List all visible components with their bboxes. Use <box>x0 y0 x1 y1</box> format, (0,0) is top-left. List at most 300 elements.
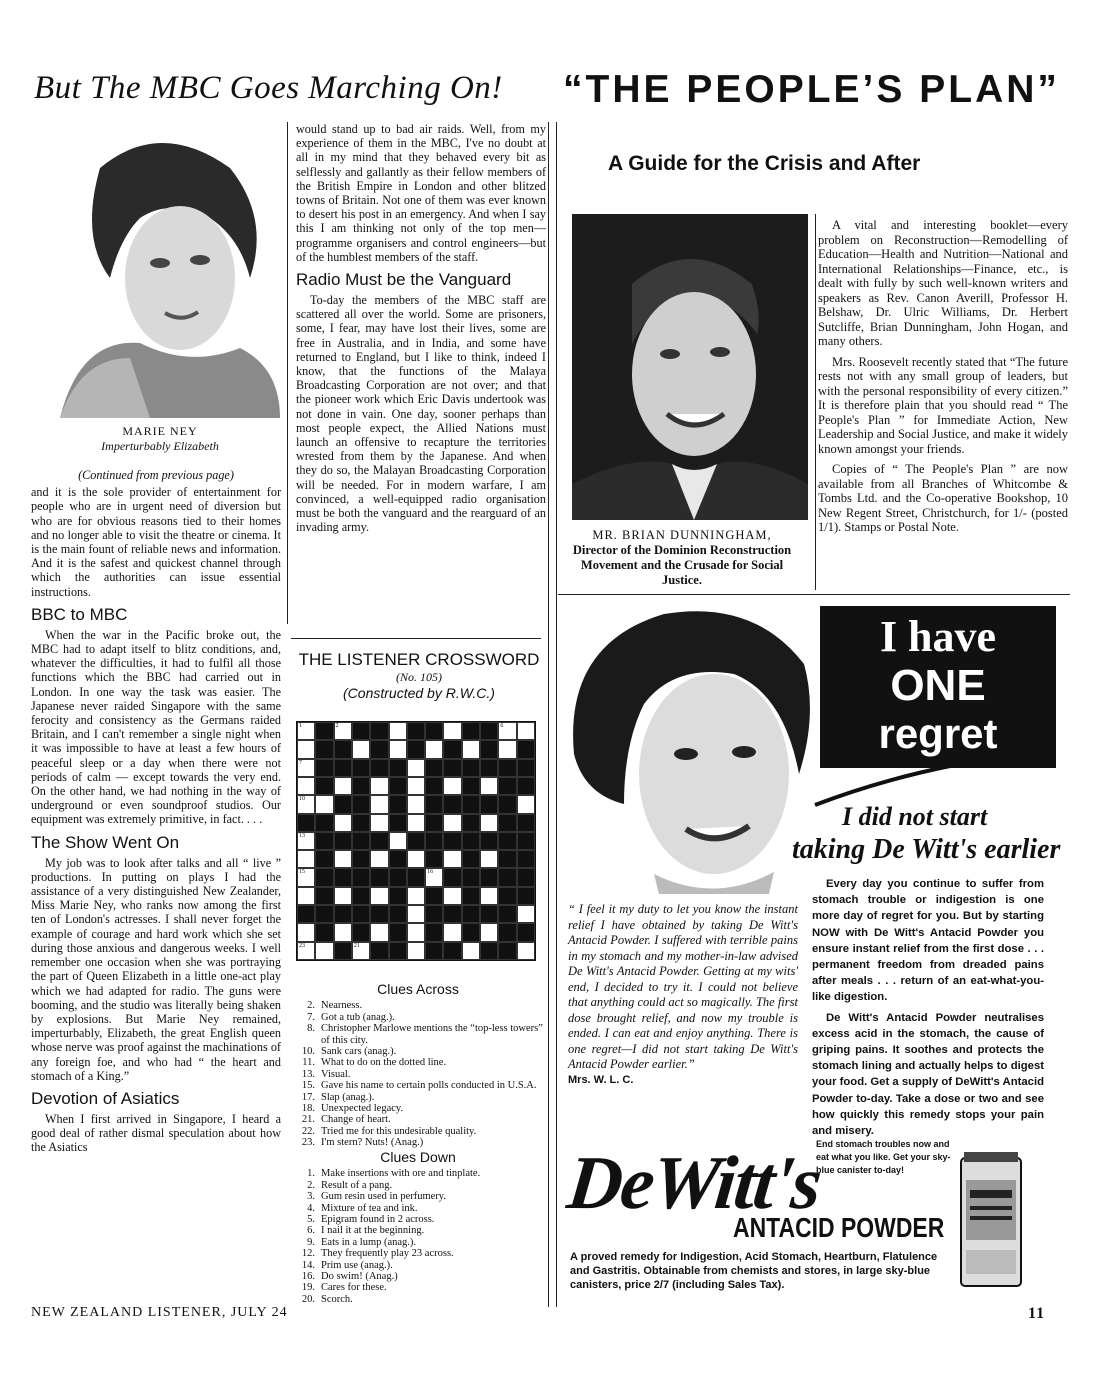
crossword-constructor: (Constructed by R.W.C.) <box>343 685 495 701</box>
section-heading-bbc-to-mbc: BBC to MBC <box>31 604 128 624</box>
clue-text: I nail it at the beginning. <box>321 1225 425 1237</box>
woman-photo <box>564 604 818 894</box>
crossword-black-cell <box>334 832 352 850</box>
section-heading-show-went-on: The Show Went On <box>31 832 180 852</box>
crossword-black-cell <box>498 942 516 960</box>
crossword-black-cell <box>498 923 516 941</box>
product-name: ANTACID POWDER <box>733 1212 945 1243</box>
clue-text: Do swim! (Anag.) <box>321 1271 398 1283</box>
clue-number: 7. <box>307 1011 315 1023</box>
clue-across-item <box>293 1080 543 1091</box>
crossword-black-cell <box>462 832 480 850</box>
crossword-black-cell <box>315 722 333 740</box>
crossword-black-cell <box>334 942 352 960</box>
clue-number: 15. <box>301 1080 315 1092</box>
clue-number: 5. <box>307 1214 315 1226</box>
crossword-black-cell <box>352 722 370 740</box>
crossword-black-cell <box>315 905 333 923</box>
crossword-black-cell <box>443 795 461 813</box>
crossword-cell[interactable] <box>297 850 315 868</box>
crossword-cell[interactable] <box>334 777 352 795</box>
crossword-black-cell <box>498 832 516 850</box>
crossword-black-cell <box>352 905 370 923</box>
crossword-black-cell <box>462 850 480 868</box>
clue-down-item <box>293 1180 543 1191</box>
crossword-black-cell <box>498 868 516 886</box>
crossword-black-cell <box>517 868 535 886</box>
crossword-cell[interactable] <box>407 923 425 941</box>
canister-icon <box>958 1150 1024 1290</box>
crossword-black-cell <box>425 850 443 868</box>
clue-text: Gum resin used in perfumery. <box>321 1191 446 1203</box>
crossword-black-cell <box>315 759 333 777</box>
crossword-cell[interactable] <box>443 777 461 795</box>
crossword-black-cell <box>517 923 535 941</box>
crossword-black-cell <box>407 832 425 850</box>
crossword-cell[interactable] <box>480 777 498 795</box>
col1-para-1: and it is the sole provider of entertainment for people who are in urgent need of diversion but who are for obvious reasons tied to their homes and no longer able to visit the theatre or cinema. It is the main fount of reliable news and information. And it is the safest and quickest channel through which the authorities can issue essential instructions. <box>31 485 281 599</box>
crossword-black-cell <box>480 832 498 850</box>
crossword-cell[interactable] <box>352 942 370 960</box>
crossword-cell[interactable] <box>443 850 461 868</box>
crossword-cell-number: 15 <box>299 869 305 876</box>
crossword-cell[interactable] <box>443 923 461 941</box>
crossword-cell[interactable] <box>480 887 498 905</box>
crossword-black-cell <box>425 887 443 905</box>
crossword-cell[interactable] <box>407 905 425 923</box>
crossword-black-cell <box>462 722 480 740</box>
clue-number: 13. <box>301 1068 315 1080</box>
crossword-cell[interactable] <box>297 777 315 795</box>
clue-number: 2. <box>307 1179 315 1191</box>
crossword-cell[interactable] <box>297 942 315 960</box>
crossword-cell[interactable] <box>443 887 461 905</box>
clue-number: 12. <box>301 1248 315 1260</box>
crossword-cell-number: 16 <box>427 869 434 876</box>
crossword-black-cell <box>480 759 498 777</box>
crossword-cell-number: 13 <box>299 832 305 839</box>
clue-number: 1. <box>307 1168 315 1180</box>
crossword-black-cell <box>498 795 516 813</box>
section-heading-vanguard: Radio Must be the Vanguard <box>296 270 512 290</box>
col2-para-2: To-day the members of the MBC staff are scattered all over the world. Some are prisoners, some, I fear, may have lost their lives, some are free in Australia, and in India, and some have returned to England, but I like to think, indeed I know, that the functions of the Malaya Broadcasting Corporation are not over; and that the pioneer work which Eric Davis undertook was not done in vain. One day, sooner perhaps than most people expect, the Allied Nations must launch an offensive to recapture the territories wrested from them by the Japanese. And when they do so, the Malayan Broadcasting Corporation will be needed. For in modern warfare, I am convinced, a well-equipped radio organisation must be both the vanguard and the rearguard of an invading army. <box>296 293 546 535</box>
clue-number: 19. <box>301 1282 315 1294</box>
crossword-cell[interactable] <box>425 740 443 758</box>
clue-text: Epigram found in 2 across. <box>321 1214 435 1226</box>
crossword-black-cell <box>334 740 352 758</box>
crossword-cell[interactable] <box>480 923 498 941</box>
crossword-black-cell <box>462 905 480 923</box>
crossword-cell[interactable] <box>407 942 425 960</box>
clue-down-item <box>293 1168 543 1179</box>
crossword-cell[interactable] <box>334 887 352 905</box>
crossword-black-cell <box>389 759 407 777</box>
clue-number: 18. <box>301 1103 315 1115</box>
right-headline: “THE PEOPLE’S PLAN” <box>563 68 1060 111</box>
clue-text: Eats in a lump (anag.). <box>321 1236 417 1248</box>
testimonial-signature: Mrs. W. L. C. <box>568 1073 634 1086</box>
col2-para-1: would stand up to bad air raids. Well, from my experience of them in the MBC, I've no doubt at all in my mind that they behaved every bit as selflessly and gallantly as their fellow members of the British Empire in London and other blitzed towns of Britain. Not one of them was ever known to desert his post in an emergency. And when I say this I am thinking not only of the top men—programme organisers and control engineers—but of the humblest members of the staff. <box>296 122 546 264</box>
clue-down-item <box>293 1203 543 1214</box>
clue-number: 23. <box>301 1137 315 1149</box>
clue-text: Gave his name to certain polls conducted in U.S.A. <box>321 1080 537 1092</box>
clue-down-item <box>293 1225 543 1236</box>
column-1 <box>31 468 281 1157</box>
crossword-cell[interactable] <box>462 942 480 960</box>
crossword-black-cell <box>352 759 370 777</box>
crossword-black-cell <box>425 777 443 795</box>
crossword-black-cell <box>425 759 443 777</box>
clue-down-item <box>293 1271 543 1282</box>
clue-down-item <box>293 1260 543 1271</box>
crossword-cell[interactable] <box>462 740 480 758</box>
crossword-black-cell <box>389 887 407 905</box>
crossword-black-cell <box>389 923 407 941</box>
crossword-black-cell <box>498 905 516 923</box>
crossword-black-cell <box>389 814 407 832</box>
clue-text: They frequently play 23 across. <box>321 1248 454 1260</box>
crossword-black-cell <box>370 905 388 923</box>
clue-text: Cares for these. <box>321 1282 387 1294</box>
crossword-black-cell <box>370 722 388 740</box>
crossword-black-cell <box>462 887 480 905</box>
crossword-black-cell <box>334 759 352 777</box>
crossword-cell[interactable] <box>480 814 498 832</box>
clue-across-item <box>293 1103 543 1114</box>
clue-text: Visual. <box>321 1068 351 1080</box>
crossword-black-cell <box>315 868 333 886</box>
clue-text: Slap (anag.). <box>321 1091 375 1103</box>
crossword-cell[interactable] <box>315 942 333 960</box>
crossword-cell[interactable] <box>443 722 461 740</box>
crossword-cell[interactable] <box>480 850 498 868</box>
clue-number: 16. <box>301 1271 315 1283</box>
clue-down-item <box>293 1191 543 1202</box>
clue-text: What to do on the dotted line. <box>321 1057 447 1069</box>
crossword-cell[interactable] <box>297 722 315 740</box>
testimonial <box>568 902 798 1088</box>
crossword-black-cell <box>425 795 443 813</box>
clue-number: 3. <box>307 1191 315 1203</box>
crossword-black-cell <box>297 814 315 832</box>
crossword-grid[interactable] <box>296 721 536 961</box>
clue-text: Prim use (anag.). <box>321 1259 393 1271</box>
crossword-cell[interactable] <box>370 777 388 795</box>
crossword-cell[interactable] <box>517 905 535 923</box>
one-regret-banner <box>820 606 1056 768</box>
crossword-black-cell <box>462 795 480 813</box>
banner-line-1: I have <box>879 612 997 661</box>
clue-number: 9. <box>307 1236 315 1248</box>
crossword-cell-number: 2 <box>335 723 339 729</box>
clue-text: Sank cars (anag.). <box>321 1046 397 1058</box>
clue-down-item <box>293 1248 543 1259</box>
crossword-black-cell <box>315 777 333 795</box>
crossword-black-cell <box>389 905 407 923</box>
clue-text: Christopher Marlowe mentions the “top-less towers” of this city. <box>321 1023 543 1046</box>
clue-across-item <box>293 1046 543 1057</box>
crossword-black-cell <box>462 868 480 886</box>
crossword-cell[interactable] <box>498 740 516 758</box>
col1-para-3: My job was to look after talks and all “ live ” productions. In putting on plays I had the assistance of a very distinguished New Zealander, Miss Marie Ney, who ranks now among the first ten of London's actresses. I shall never forget the example of courage and hard work which she set during those anxious and dangerous weeks. I well remember one occasion when she was portraying the part of Queen Elizabeth in a little one-act play which we had adapted for radio. The guns were booming, and the studio was literally being shaken by explosions. But Marie Ney remained, imperturbably, Elizabeth, the great English queen whose nerve was proof against the machinations of any foreign foe, and who had “ the heart and stomach of a King.” <box>31 855 281 1083</box>
clue-number: 22. <box>301 1125 315 1137</box>
crossword-cell[interactable] <box>370 850 388 868</box>
clue-across-item <box>293 1012 543 1023</box>
ad-body-para-2: De Witt's Antacid Powder neutralises excess acid in the stomach, the cause of griping pains. It soothes and protects the stomach lining and actually helps to digest your food. Get a supply of DeWitt's Antacid Powder to-day. Take a dose or two and see how quickly this remedy stops your pain and misery. <box>812 1011 1044 1138</box>
crossword-black-cell <box>462 814 480 832</box>
crossword-black-cell <box>315 814 333 832</box>
crossword-black-cell <box>443 868 461 886</box>
crossword-black-cell <box>425 814 443 832</box>
section-heading-devotion: Devotion of Asiatics <box>31 1088 180 1108</box>
clue-text: I'm stern? Nuts! (Anag.) <box>321 1137 424 1149</box>
crossword-black-cell <box>370 942 388 960</box>
crossword-black-cell <box>425 942 443 960</box>
crossword-black-cell <box>480 942 498 960</box>
crossword-black-cell <box>498 759 516 777</box>
clue-across-item <box>293 1000 543 1011</box>
clue-number: 4. <box>307 1202 315 1214</box>
crossword-black-cell <box>517 832 535 850</box>
crossword-black-cell <box>315 850 333 868</box>
crossword-black-cell <box>352 850 370 868</box>
left-headline: But The MBC Goes Marching On! <box>34 70 503 106</box>
crossword-black-cell <box>480 722 498 740</box>
crossword-black-cell <box>517 777 535 795</box>
crossword-black-cell <box>443 740 461 758</box>
crossword-black-cell <box>425 722 443 740</box>
crossword-cell[interactable] <box>297 887 315 905</box>
peoples-plan-text <box>818 218 1068 537</box>
crossword-black-cell <box>517 850 535 868</box>
crossword-black-cell <box>407 722 425 740</box>
column-2 <box>296 122 546 536</box>
clue-text: Got a tub (anag.). <box>321 1011 395 1023</box>
col1-para-2: When the war in the Pacific broke out, the MBC had to adapt itself to blitz conditions, and, whatever the difficulties, it had to fulfil all those functions which the BBC had carried out in London. In one way the task was easier. The Japanese never raided Singapore with the same ferocity and consistency as the Germans raided Britain, and I can't remember a single night when it was impossible to have at least a few hours of peaceful sleep or a day when there were not periods of calm — except towards the very end. On the other hand, we had nothing in the way of underground or even soundproof studios. Our equipment was extremely primitive, in fact. . . . <box>31 627 281 827</box>
clue-text: Nearness. <box>321 1000 363 1012</box>
crossword-cell-number: 1 <box>299 723 302 729</box>
crossword-black-cell <box>297 905 315 923</box>
clue-text: Mixture of tea and ink. <box>321 1202 418 1214</box>
crossword-cell[interactable] <box>425 868 443 886</box>
crossword-cell[interactable] <box>389 832 407 850</box>
crossword-cell[interactable] <box>407 850 425 868</box>
clue-across-item <box>293 1069 543 1080</box>
right-subhead: A Guide for the Crisis and After <box>608 152 921 175</box>
crossword-cell[interactable] <box>498 722 516 740</box>
crossword-black-cell <box>425 905 443 923</box>
crossword-black-cell <box>352 923 370 941</box>
marie-subtitle: Imperturbably Elizabeth <box>101 439 219 453</box>
clue-number: 14. <box>301 1259 315 1271</box>
crossword-black-cell <box>517 814 535 832</box>
crossword-cell-number: 6 <box>500 723 504 729</box>
crossword-black-cell <box>352 777 370 795</box>
crossword-cell[interactable] <box>370 887 388 905</box>
crossword-black-cell <box>480 795 498 813</box>
dunningham-role: Director of the Dominion Reconstruction Movement and the Crusade for Social Justice. <box>572 543 792 587</box>
crossword-black-cell <box>517 759 535 777</box>
crossword-cell[interactable] <box>407 777 425 795</box>
crossword-black-cell <box>370 759 388 777</box>
crossword-black-cell <box>352 832 370 850</box>
crossword-black-cell <box>370 868 388 886</box>
crossword-cell[interactable] <box>297 868 315 886</box>
clue-down-item <box>293 1214 543 1225</box>
crossword-cell-number: 23 <box>299 942 305 949</box>
crossword-black-cell <box>443 905 461 923</box>
masthead-footer: NEW ZEALAND LISTENER, JULY 24 <box>31 1305 288 1320</box>
crossword-black-cell <box>480 740 498 758</box>
crossword-black-cell <box>389 942 407 960</box>
crossword-black-cell <box>407 740 425 758</box>
crossword-cell[interactable] <box>297 923 315 941</box>
crossword-title: THE LISTENER CROSSWORD <box>298 650 540 669</box>
crossword-black-cell <box>352 868 370 886</box>
crossword-black-cell <box>407 868 425 886</box>
clue-number: 10. <box>301 1046 315 1058</box>
crossword-black-cell <box>315 832 333 850</box>
clue-down-item <box>293 1237 543 1248</box>
clues-down <box>293 1148 543 1305</box>
crossword-black-cell <box>315 923 333 941</box>
crossword-black-cell <box>517 740 535 758</box>
crossword-cell[interactable] <box>297 795 315 813</box>
dewitts-logo: DeWitt's <box>563 1141 824 1225</box>
clue-text: Tried me for this undesirable quality. <box>321 1125 477 1137</box>
ad-body-para-1: Every day you continue to suffer from stomach trouble or indigestion is one more day of regret for you. But by starting NOW with De Witt's Antacid Powder you ensure instant relief from the first dose . . . permanent freedom from dreaded pains after meals . . . return of an eat-what-you-like digestion. <box>812 878 1044 1004</box>
crossword-number: (No. 105) <box>396 670 442 684</box>
crossword-black-cell <box>334 868 352 886</box>
clue-across-item <box>293 1092 543 1103</box>
crossword-black-cell <box>462 777 480 795</box>
clue-number: 11. <box>302 1057 315 1069</box>
crossword-cell[interactable] <box>334 814 352 832</box>
crossword-black-cell <box>480 905 498 923</box>
crossword-black-cell <box>462 923 480 941</box>
crossword-black-cell <box>517 887 535 905</box>
clues-across <box>293 980 543 1149</box>
clues-across-heading: Clues Across <box>377 981 459 997</box>
clue-down-item <box>293 1294 543 1305</box>
crossword-header <box>294 650 544 701</box>
marie-ney-photo <box>40 128 280 418</box>
crossword-black-cell <box>370 832 388 850</box>
crossword-cell[interactable] <box>407 759 425 777</box>
crossword-cell[interactable] <box>389 740 407 758</box>
crossword-cell[interactable] <box>407 814 425 832</box>
peoples-plan-para-3: Copies of “ The People's Plan ” are now available from all Branches of Whitcombe & Tombs Ltd. and the Co-operative Bookshop, 10 New Regent Street, Christchurch, for 1/- (posted 1/1). Stamps or Postal Note. <box>818 462 1068 534</box>
script-line-1: I did not start <box>842 802 988 831</box>
crossword-black-cell <box>498 814 516 832</box>
crossword-black-cell <box>352 887 370 905</box>
marie-name: MARIE NEY <box>122 424 198 438</box>
crossword-cell[interactable] <box>407 795 425 813</box>
crossword-black-cell <box>498 850 516 868</box>
clue-across-item <box>293 1126 543 1137</box>
crossword-cell-number: 21 <box>353 942 360 949</box>
crossword-black-cell <box>443 832 461 850</box>
dunningham-photo <box>572 214 808 520</box>
clue-number: 8. <box>307 1023 315 1035</box>
crossword-black-cell <box>389 777 407 795</box>
crossword-black-cell <box>389 795 407 813</box>
clue-number: 21. <box>301 1114 315 1126</box>
crossword-black-cell <box>425 923 443 941</box>
banner-line-2: ONE <box>890 661 986 710</box>
peoples-plan-para-2: Mrs. Roosevelt recently stated that “The future rests not with any small group of leaders, but with the personal responsibility of every citizen.” It is therefore plain that you should read “ The People's Plan ” for Immediate Action, New Leadership and Social Justice, and make it widely known amongst your friends. <box>818 354 1068 456</box>
crossword-cell[interactable] <box>334 850 352 868</box>
crossword-cell[interactable] <box>370 923 388 941</box>
crossword-black-cell <box>315 740 333 758</box>
crossword-black-cell <box>370 740 388 758</box>
clue-down-item <box>293 1282 543 1293</box>
clues-down-heading: Clues Down <box>380 1149 456 1165</box>
banner-line-3: regret <box>878 710 998 757</box>
crossword-black-cell <box>443 759 461 777</box>
crossword-black-cell <box>425 832 443 850</box>
crossword-cell[interactable] <box>517 942 535 960</box>
clue-across-item <box>293 1057 543 1068</box>
clue-number: 2. <box>307 1000 315 1012</box>
page-number: 11 <box>1028 1305 1046 1322</box>
crossword-black-cell <box>443 942 461 960</box>
ad-body <box>812 876 1044 1139</box>
marie-caption <box>40 424 280 454</box>
crossword-cell[interactable] <box>315 795 333 813</box>
crossword-cell[interactable] <box>297 759 315 777</box>
crossword-cell[interactable] <box>370 814 388 832</box>
clue-text: Result of a pang. <box>321 1179 393 1191</box>
col1-para-4: When I first arrived in Singapore, I heard a good deal of rather dismal speculation about how the Asiatics <box>31 1111 281 1155</box>
crossword-cell[interactable] <box>517 722 535 740</box>
crossword-black-cell <box>315 887 333 905</box>
testimonial-text: “ I feel it my duty to let you know the instant relief I have obtained by taking De Witt's Antacid Powder. I suffered with terrible pains in my stomach and my mother-in-law advised De Witt's Antacid Powder. Getting at my wits' end, I decided to try it. I could not believe that anything could act so magically. The first dose brought relief, and now my trouble is ended. I can eat and enjoy anything. There is one regret—I did not start taking De Witt's Antacid Powder earlier.” <box>568 902 798 1071</box>
crossword-cell[interactable] <box>407 887 425 905</box>
clue-number: 6. <box>307 1225 315 1237</box>
ad-footer-text: A proved remedy for Indigestion, Acid Stomach, Heartburn, Flatulence and Gastritis. Obtainable from chemists and stores, in large sky-blue canisters, price 2/7 (including Sales Tax). <box>570 1251 938 1291</box>
crossword-cell[interactable] <box>517 795 535 813</box>
clue-number: 17. <box>301 1091 315 1103</box>
clue-text: Change of heart. <box>321 1114 391 1126</box>
crossword-cell[interactable] <box>334 722 352 740</box>
crossword-black-cell <box>334 795 352 813</box>
tin-note: End stomach troubles now and eat what you like. Get your sky-blue canister to-day! <box>816 1139 951 1175</box>
crossword-cell[interactable] <box>297 740 315 758</box>
crossword-cell[interactable] <box>297 832 315 850</box>
crossword-black-cell <box>498 887 516 905</box>
crossword-black-cell <box>352 814 370 832</box>
crossword-cell[interactable] <box>443 814 461 832</box>
crossword-cell[interactable] <box>370 795 388 813</box>
peoples-plan-para-1: A vital and interesting booklet—every problem on Reconstruction—Remodelling of Education—Health and Nutrition—National and International Relationships—Finance, etc., is dealt with fully by such well-known writers and speakers as Rev. Canon Averill, Professor H. Belshaw, Dr. Ulric Williams, Dr. Herbert Sutcliffe, Brian Dunningham, John Hogan, and many others. <box>818 218 1068 348</box>
crossword-black-cell <box>389 850 407 868</box>
crossword-black-cell <box>334 905 352 923</box>
clue-text: Scorch. <box>321 1293 353 1305</box>
clue-across-item <box>293 1137 543 1148</box>
crossword-cell[interactable] <box>334 923 352 941</box>
clue-across-item <box>293 1023 543 1046</box>
dunningham-caption <box>564 528 800 588</box>
clue-number: 20. <box>301 1293 315 1305</box>
clue-across-item <box>293 1114 543 1125</box>
script-line-2: taking De Witt's earlier <box>792 834 1061 865</box>
crossword-cell[interactable] <box>352 740 370 758</box>
crossword-cell[interactable] <box>389 722 407 740</box>
crossword-cell-number: 10 <box>299 796 305 803</box>
continued-note: (Continued from previous page) <box>78 468 234 482</box>
crossword-black-cell <box>480 868 498 886</box>
